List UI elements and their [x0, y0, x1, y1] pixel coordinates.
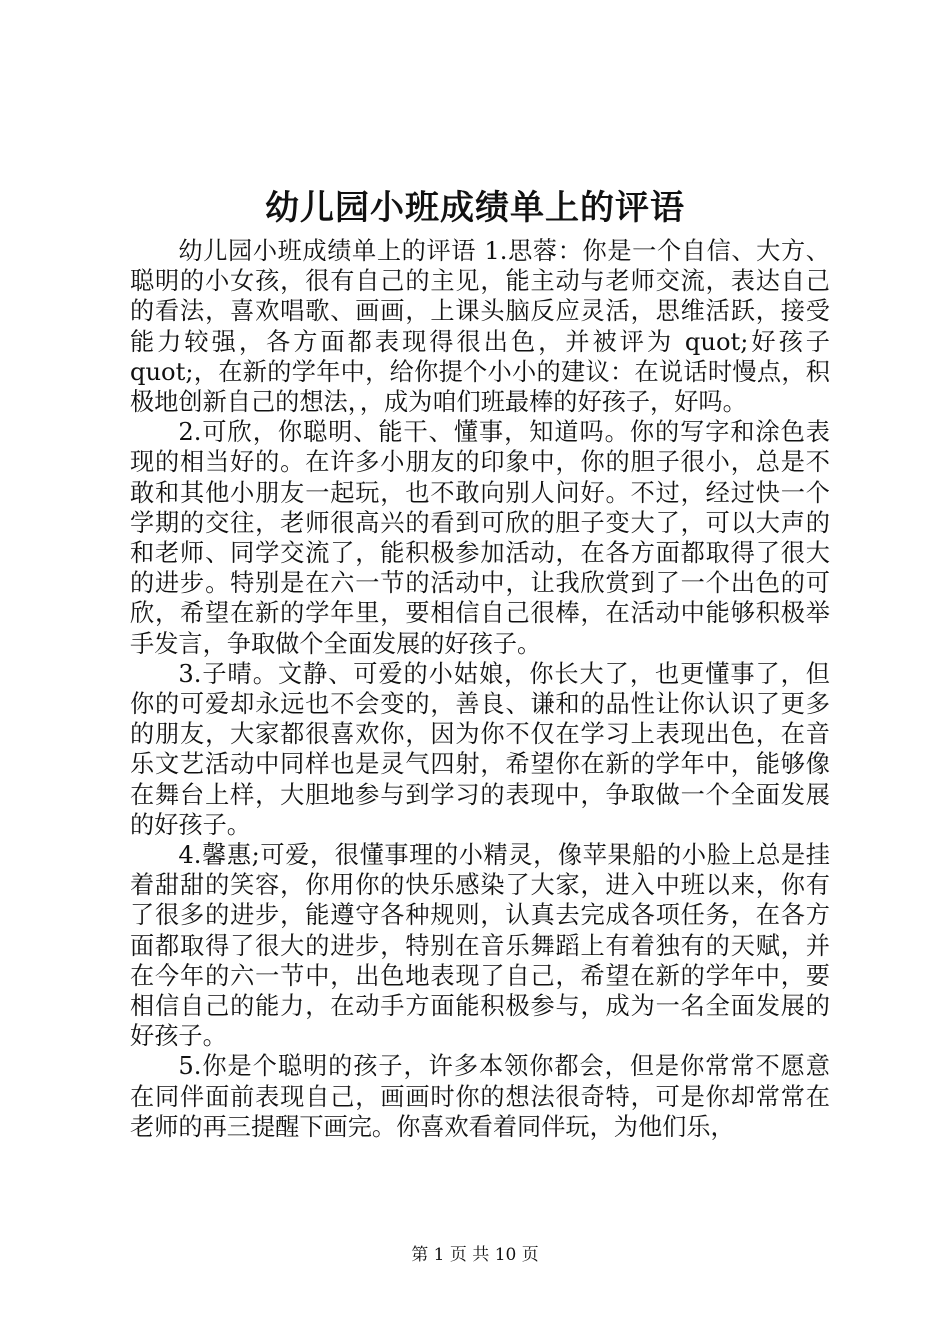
page-footer: 第 1 页 共 10 页 [411, 1245, 539, 1265]
paragraph-4: 4.馨惠;可爱，很懂事理的小精灵，像苹果船的小脸上总是挂着甜甜的笑容，你用你的快乐感染了大家，进入中班以来，你有了很多的进步，能遵守各种规则，认真去完成各项任务，在各方面都取得了很大的进步，特别在音乐舞蹈上有着独有的天赋，并在今年的六一节中，出色地表现了自己，希望在新的学年中，要相信自己的能力，在动手方面能积极参与，成为一名全面发展的好孩子。 [130, 841, 830, 1051]
paragraph-3: 3.子晴。文静、可爱的小姑娘，你长大了，也更懂事了，但你的可爱却永远也不会变的，善良、谦和的品性让你认识了更多的朋友，大家都很喜欢你，因为你不仅在学习上表现出色，在音乐文艺活动中同样也是灵气四射，希望你在新的学年中，能够像在舞台上样，大胆地参与到学习的表现中，争取做一个全面发展的好孩子。 [130, 659, 830, 839]
document-body [130, 236, 830, 1142]
document-title: 幼儿园小班成绩单上的评语 [265, 188, 685, 228]
paragraph-1: 幼儿园小班成绩单上的评语 1.思蓉：你是一个自信、大方、聪明的小女孩，很有自己的主见，能主动与老师交流，表达自己的看法，喜欢唱歌、画画，上课头脑反应灵活，思维活跃，接受能力较强，各方面都表现得很出色，并被评为 quot;好孩子 quot;，在新的学年中，给你提个小小的建议：在说话时慢点，积极地创新自己的想法，，成为咱们班最棒的好孩子，好吗。 [130, 237, 830, 417]
paragraph-2: 2.可欣，你聪明、能干、懂事，知道吗。你的写字和涂色表现的相当好的。在许多小朋友的印象中，你的胆子很小，总是不敢和其他小朋友一起玩，也不敢向别人问好。不过，经过快一个学期的交往，老师很高兴的看到可欣的胆子变大了，可以大声的和老师、同学交流了，能积极参加活动，在各方面都取得了很大的进步。特别是在六一节的活动中，让我欣赏到了一个出色的可欣，希望在新的学年里，要相信自己很棒，在活动中能够积极举手发言，争取做个全面发展的好孩子。 [130, 418, 830, 658]
paragraph-5: 5.你是个聪明的孩子，许多本领你都会，但是你常常不愿意在同伴面前表现自己，画画时你的想法很奇特，可是你却常常在老师的再三提醒下画完。你喜欢看着同伴玩，为他们乐， [130, 1052, 830, 1141]
